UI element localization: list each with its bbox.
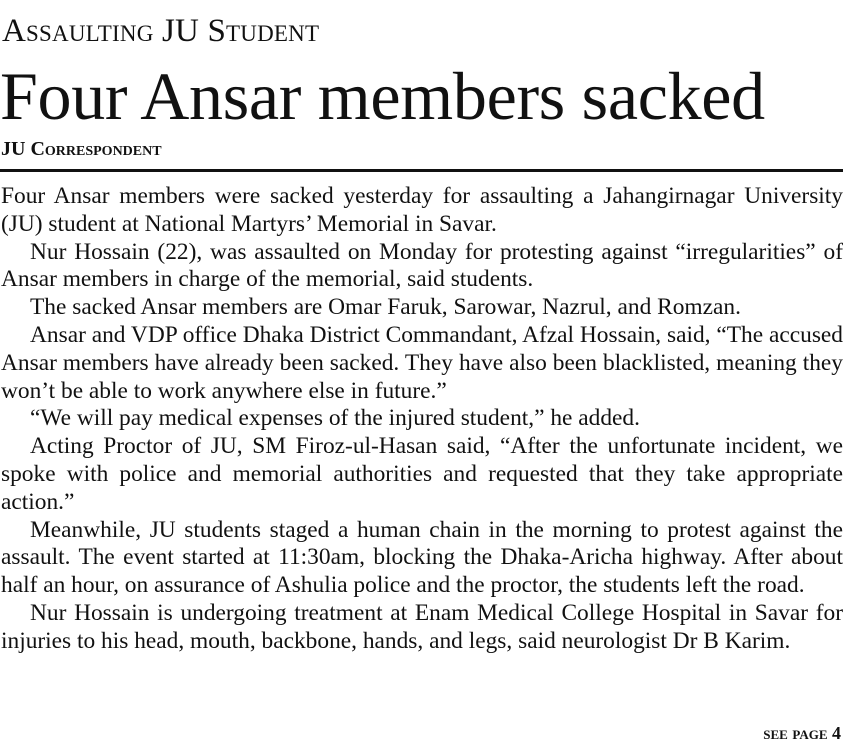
continued-page-link[interactable]: see page 4 xyxy=(763,723,841,743)
article-byline: JU Correspondent xyxy=(1,138,162,160)
article-kicker: Assaulting JU Student xyxy=(2,13,320,49)
article-body xyxy=(1,183,843,656)
body-paragraph: Nur Hossain (22), was assaulted on Monday for protesting against “irregularities” of Ansar members in charge of the memorial, said students. xyxy=(1,238,843,293)
body-paragraph: Meanwhile, JU students staged a human chain in the morning to protest against the assault. The event started at 11:30am, blocking the Dhaka-Aricha highway. After about half an hour, on assurance of Ashulia police and the proctor, the students left the road. xyxy=(1,516,843,599)
headline-divider xyxy=(0,169,843,172)
body-paragraph: Ansar and VDP office Dhaka District Commandant, Afzal Hossain, said, “The accused Ansar members have already been sacked. They have also been blacklisted, meaning they won’t be able to work anywhere else in future.” xyxy=(1,321,843,404)
body-paragraph: The sacked Ansar members are Omar Faruk, Sarowar, Nazrul, and Romzan. xyxy=(30,294,741,321)
body-paragraph: Acting Proctor of JU, SM Firoz-ul-Hasan said, “After the unfortunate incident, we spoke with police and memorial authorities and requested that they take appropriate action.” xyxy=(1,433,843,515)
article-headline: Four Ansar members sacked xyxy=(0,58,765,134)
body-paragraph: Four Ansar members were sacked yesterday for assaulting a Jahangirnagar University (JU) student at National Martyrs’ Memorial in Savar. xyxy=(1,183,843,237)
body-paragraph: Nur Hossain is undergoing treatment at Enam Medical College Hospital in Savar for injuries to his head, mouth, backbone, hands, and legs, said neurologist Dr B Karim. xyxy=(1,599,843,654)
body-paragraph: “We will pay medical expenses of the injured student,” he added. xyxy=(30,405,640,432)
